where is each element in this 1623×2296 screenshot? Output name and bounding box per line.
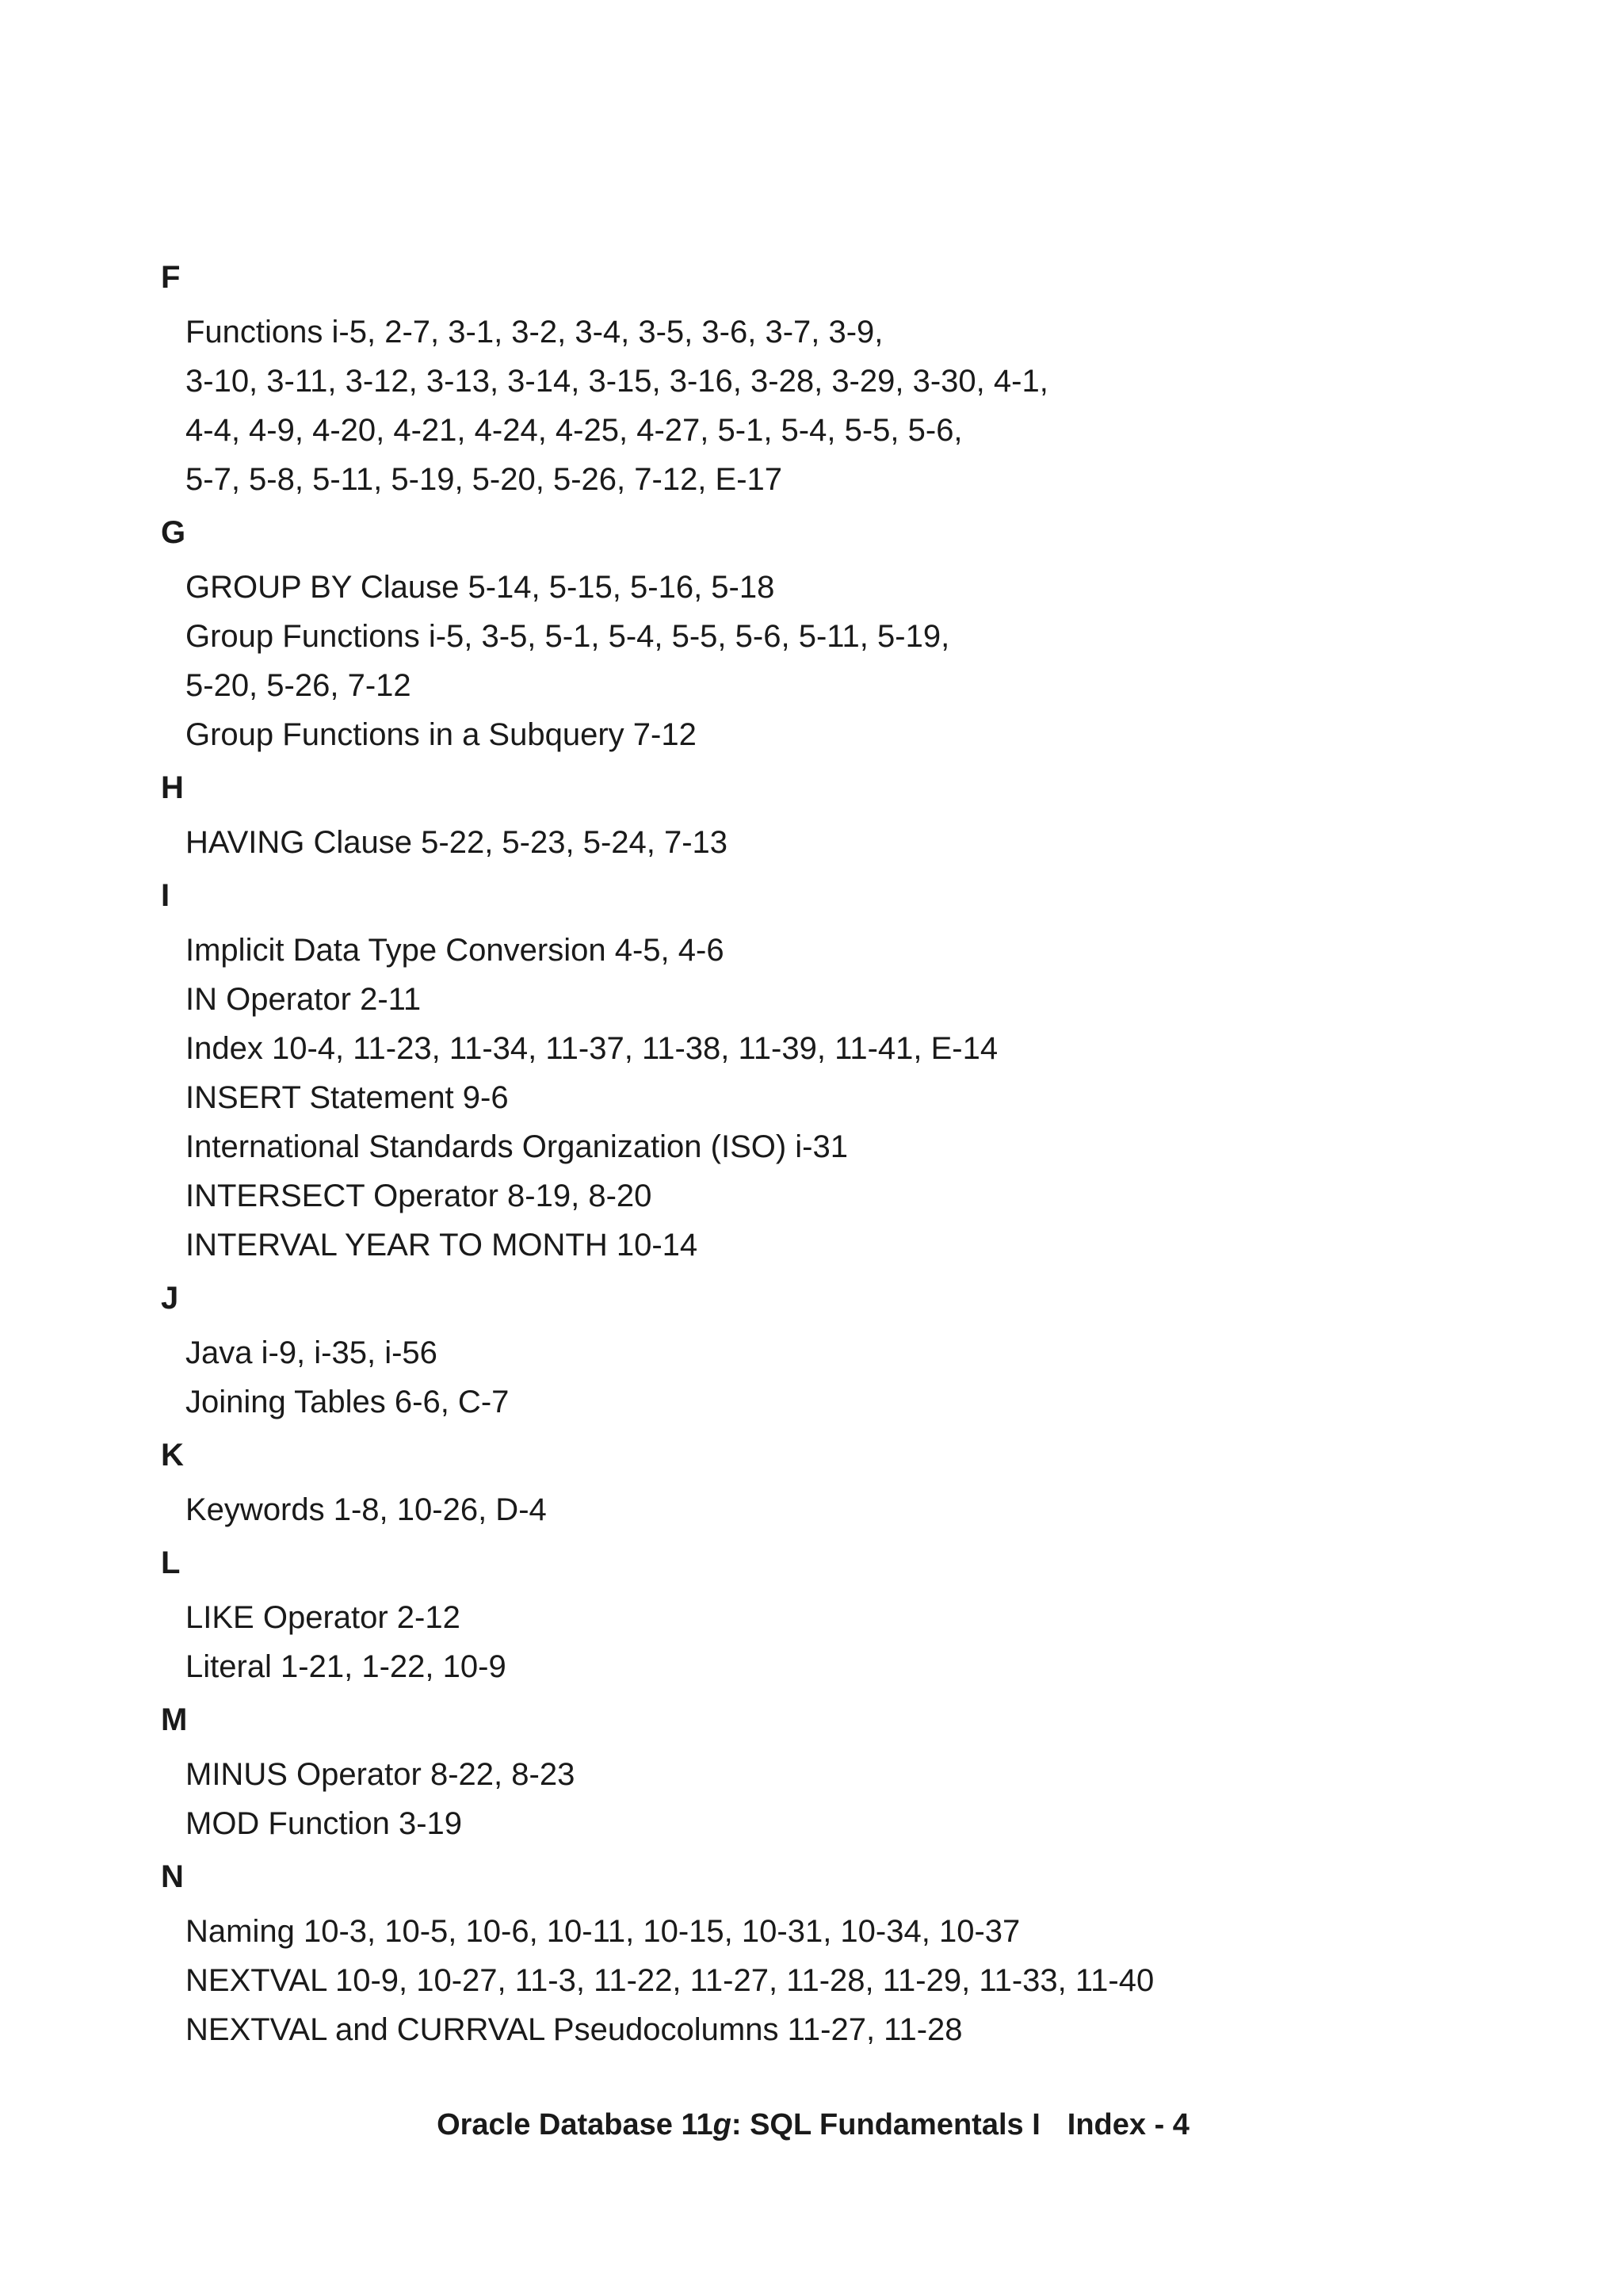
index-entry-list [161, 818, 1508, 867]
index-entry-text: MINUS Operator 8-22, 8-23 [185, 1757, 575, 1792]
footer-page-label: Index - 4 [1067, 2108, 1190, 2141]
index-entry-list [161, 1328, 1508, 1427]
index-entry-text: INTERSECT Operator 8-19, 8-20 [185, 1179, 652, 1213]
index-entry-list [161, 308, 1508, 504]
index-entry-list [161, 1485, 1508, 1534]
index-entry-list [161, 926, 1508, 1270]
index-entry [185, 1956, 1384, 2005]
section-letter-heading: I [161, 878, 170, 913]
index-body [161, 258, 1508, 2064]
index-entry [185, 975, 1384, 1024]
section-letter-heading: F [161, 260, 181, 295]
section-letter-heading: J [161, 1281, 179, 1316]
index-entry-text: Joining Tables 6-6, C-7 [185, 1385, 510, 1419]
index-section-n [161, 1858, 1508, 2054]
index-entry-text: Java i-9, i-35, i-56 [185, 1335, 437, 1370]
index-entry-text: Literal 1-21, 1-22, 10-9 [185, 1649, 506, 1684]
index-entry-text: NEXTVAL and CURRVAL Pseudocolumns 11-27, 11-28 [185, 2012, 963, 2047]
index-section-m [161, 1701, 1508, 1848]
index-entry-text: IN Operator 2-11 [185, 982, 422, 1017]
index-entry [185, 563, 1384, 612]
index-section-k [161, 1436, 1508, 1534]
section-letter-heading: H [161, 770, 184, 805]
index-entry-continuation: 4-4, 4-9, 4-20, 4-21, 4-24, 4-25, 4-27, 5-1, 5-4, 5-5, 5-6, [185, 413, 963, 448]
index-entry-text: GROUP BY Clause 5-14, 5-15, 5-16, 5-18 [185, 570, 775, 605]
index-entry-text: INTERVAL YEAR TO MONTH 10-14 [185, 1228, 698, 1263]
index-entry-text: Functions i-5, 2-7, 3-1, 3-2, 3-4, 3-5, 3-6, 3-7, 3-9, [185, 315, 884, 350]
index-entry [185, 612, 1384, 710]
index-entry-text: Group Functions in a Subquery 7-12 [185, 717, 697, 752]
section-letter-heading: N [161, 1859, 184, 1894]
section-letter-heading: L [161, 1545, 181, 1580]
index-entry-list [161, 1750, 1508, 1848]
index-entry-text: NEXTVAL 10-9, 10-27, 11-3, 11-22, 11-27, 11-28, 11-29, 11-33, 11-40 [185, 1963, 1155, 1998]
index-entry-continuation: 5-7, 5-8, 5-11, 5-19, 5-20, 5-26, 7-12, E-17 [185, 462, 783, 497]
index-entry [185, 1328, 1384, 1377]
footer-content [437, 2107, 1190, 2143]
index-section-f [161, 258, 1508, 504]
section-letter-heading: M [161, 1702, 188, 1737]
index-entry [185, 1750, 1384, 1799]
index-entry [185, 1073, 1384, 1122]
index-entry-text: Implicit Data Type Conversion 4-5, 4-6 [185, 933, 724, 968]
index-section-l [161, 1544, 1508, 1691]
index-section-j [161, 1279, 1508, 1427]
index-entry [185, 710, 1384, 759]
footer-title-italic: g [712, 2108, 731, 2141]
index-entry [185, 1377, 1384, 1427]
footer-title-suffix: : SQL Fundamentals I [731, 2108, 1041, 2141]
index-entry-list [161, 1593, 1508, 1691]
index-entry [185, 1907, 1384, 1956]
index-entry [185, 926, 1384, 975]
page-footer [0, 2107, 1623, 2143]
index-entry-continuation: 5-20, 5-26, 7-12 [185, 668, 411, 703]
index-entry-text: HAVING Clause 5-22, 5-23, 5-24, 7-13 [185, 825, 728, 860]
index-entry [185, 1171, 1384, 1221]
section-letter-heading: G [161, 515, 186, 550]
index-entry-text: INSERT Statement 9-6 [185, 1080, 509, 1115]
index-entry-list [161, 563, 1508, 759]
index-entry [185, 2005, 1384, 2054]
index-entry [185, 1593, 1384, 1642]
index-entry-list [161, 1907, 1508, 2054]
index-entry-text: Index 10-4, 11-23, 11-34, 11-37, 11-38, 11-39, 11-41, E-14 [185, 1031, 999, 1066]
section-letter-heading: K [161, 1438, 184, 1473]
index-entry [185, 1221, 1384, 1270]
index-entry [185, 1485, 1384, 1534]
index-entry-continuation: 3-10, 3-11, 3-12, 3-13, 3-14, 3-15, 3-16, 3-28, 3-29, 3-30, 4-1, [185, 364, 1048, 399]
index-section-i [161, 877, 1508, 1270]
index-entry [185, 1122, 1384, 1171]
index-entry-text: International Standards Organization (ISO) i-31 [185, 1129, 848, 1164]
index-entry [185, 1799, 1384, 1848]
index-entry [185, 1024, 1384, 1073]
footer-title-prefix: Oracle Database 11 [437, 2108, 713, 2141]
index-entry [185, 818, 1384, 867]
index-entry-text: Keywords 1-8, 10-26, D-4 [185, 1492, 547, 1527]
index-entry [185, 1642, 1384, 1691]
index-entry-text: Group Functions i-5, 3-5, 5-1, 5-4, 5-5, 5-6, 5-11, 5-19, [185, 619, 950, 654]
index-section-h [161, 769, 1508, 867]
index-section-g [161, 514, 1508, 759]
index-entry [185, 308, 1384, 504]
index-entry-text: LIKE Operator 2-12 [185, 1600, 460, 1635]
index-entry-text: MOD Function 3-19 [185, 1806, 463, 1841]
index-entry-text: Naming 10-3, 10-5, 10-6, 10-11, 10-15, 10-31, 10-34, 10-37 [185, 1914, 1021, 1949]
